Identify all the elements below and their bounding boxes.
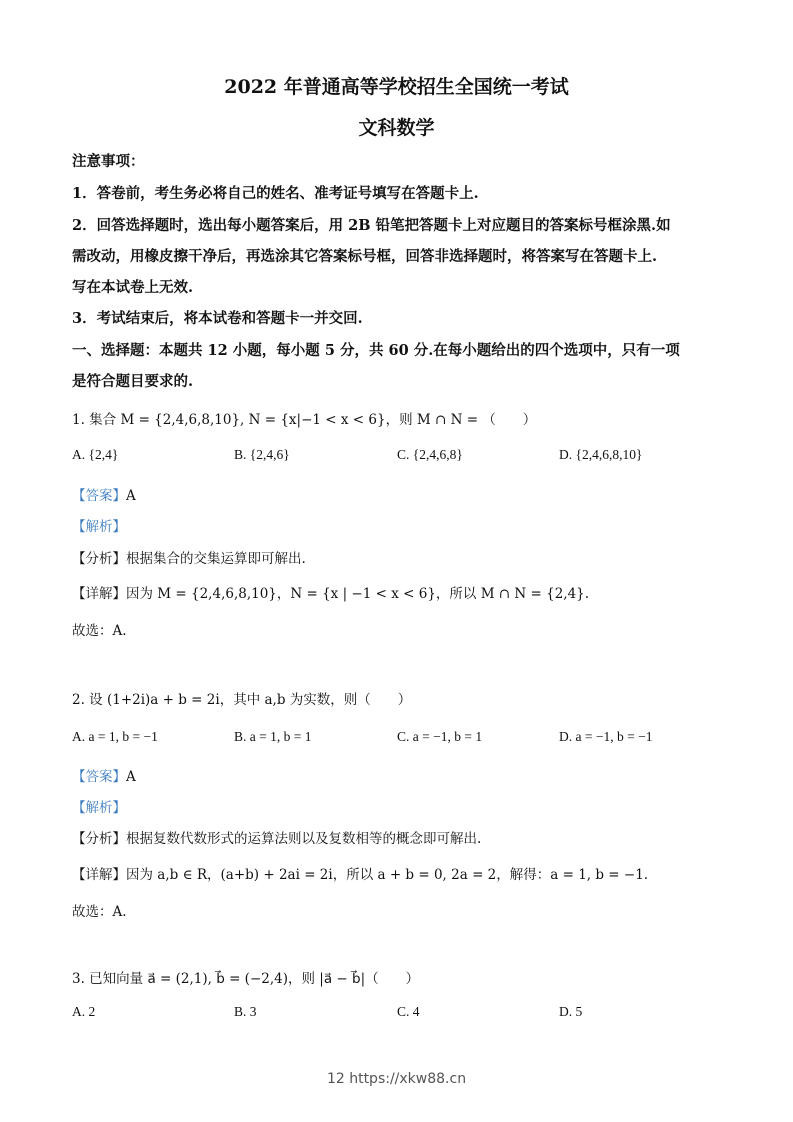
jiexi-label: 【解析】 bbox=[72, 800, 126, 816]
notice-item: 需改动，用橡皮擦干净后，再选涂其它答案标号框，回答非选择题时，将答案写在答题卡上. bbox=[72, 248, 658, 265]
option-c: C. a = −1, b = 1 bbox=[397, 729, 483, 744]
option-d: D. a = −1, b = −1 bbox=[559, 729, 653, 744]
fenxi-text: 根据集合的交集运算即可解出. bbox=[126, 551, 306, 567]
option-b: B. {2,4,6} bbox=[234, 447, 290, 462]
option-a: A. {2,4} bbox=[72, 447, 119, 462]
notice-item: 1．答卷前，考生务必将自己的姓名、准考证号填写在答题卡上. bbox=[72, 185, 479, 202]
xiangjie-label: 【详解】 bbox=[72, 867, 126, 883]
xiangjie-label: 【详解】 bbox=[72, 586, 126, 602]
fenxi-row bbox=[72, 547, 306, 567]
answer-row bbox=[72, 765, 136, 785]
conclusion: 故选：A. bbox=[72, 904, 127, 920]
option-b: B. a = 1, b = 1 bbox=[234, 729, 312, 744]
option-c: C. {2,4,6,8} bbox=[397, 447, 463, 462]
page-subtitle: 文科数学 bbox=[358, 117, 435, 139]
page-footer: 12 https://xkw88.cn bbox=[326, 1071, 467, 1087]
fenxi-row bbox=[72, 827, 481, 847]
question-stem: 3. 已知向量 a⃗ = (2,1), b⃗ = (−2,4)，则 |a⃗ − b⃗|（ ） bbox=[72, 971, 420, 987]
xiangjie-row bbox=[72, 863, 648, 883]
notice-item: 2．回答选择题时，选出每小题答案后，用 2B 铅笔把答题卡上对应题目的答案标号框涂黑.如 bbox=[72, 217, 671, 234]
fenxi-label: 【分析】 bbox=[72, 551, 126, 567]
option-a: A. 2 bbox=[72, 1004, 96, 1019]
conclusion: 故选：A. bbox=[72, 623, 127, 639]
answer-value: A bbox=[126, 769, 136, 785]
section-line: 一、选择题：本题共 12 小题，每小题 5 分，共 60 分.在每小题给出的四个选项中，只有一项 bbox=[72, 342, 680, 359]
section-line: 是符合题目要求的. bbox=[72, 373, 194, 390]
answer-label: 【答案】 bbox=[72, 769, 126, 785]
option-a: A. a = 1, b = −1 bbox=[72, 729, 158, 744]
answer-label: 【答案】 bbox=[72, 488, 126, 504]
question-stem: 2. 设 (1+2i)a + b = 2i，其中 a,b 为实数，则（ ） bbox=[72, 692, 412, 708]
xiangjie-text: 因为 M = {2,4,6,8,10}，N = {x | −1 < x < 6}，所以 M ∩ N = {2,4}. bbox=[126, 586, 590, 602]
question-stem: 1. 集合 M = {2,4,6,8,10}, N = {x|−1 < x < 6}，则 M ∩ N = （ ） bbox=[72, 412, 537, 428]
option-c: C. 4 bbox=[397, 1004, 420, 1019]
fenxi-label: 【分析】 bbox=[72, 831, 126, 847]
option-d: D. 5 bbox=[559, 1004, 583, 1019]
notice-item: 写在本试卷上无效. bbox=[72, 279, 194, 296]
answer-row bbox=[72, 484, 136, 504]
page-title: 2022 年普通高等学校招生全国统一考试 bbox=[224, 76, 569, 98]
jiexi-label: 【解析】 bbox=[72, 519, 126, 535]
fenxi-text: 根据复数代数形式的运算法则以及复数相等的概念即可解出. bbox=[126, 831, 482, 847]
xiangjie-row bbox=[72, 582, 589, 602]
option-d: D. {2,4,6,8,10} bbox=[559, 447, 643, 462]
answer-value: A bbox=[126, 488, 136, 504]
notice-heading: 注意事项： bbox=[72, 153, 145, 170]
xiangjie-text: 因为 a,b ∈ R，(a+b) + 2ai = 2i，所以 a + b = 0, 2a = 2，解得：a = 1, b = −1. bbox=[126, 867, 649, 883]
notice-item: 3．考试结束后，将本试卷和答题卡一并交回. bbox=[72, 310, 363, 327]
option-b: B. 3 bbox=[234, 1004, 257, 1019]
